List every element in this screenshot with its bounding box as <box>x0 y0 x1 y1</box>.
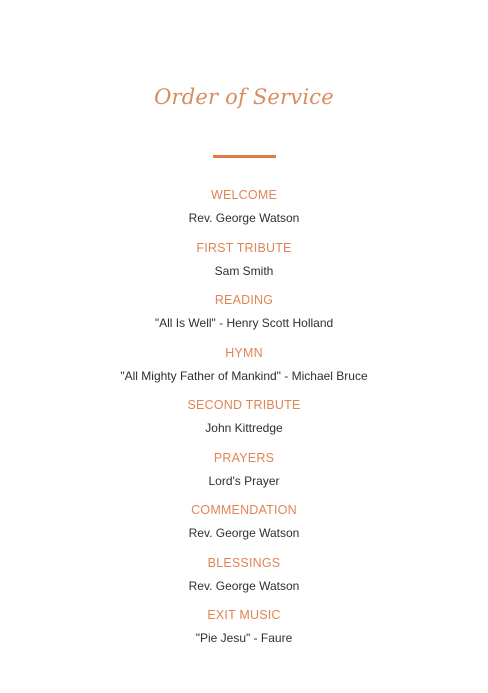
service-item-heading: COMMENDATION <box>191 503 297 517</box>
service-item-reading <box>0 290 488 343</box>
service-item-first-tribute <box>0 238 488 291</box>
service-item-heading: BLESSINGS <box>207 555 281 570</box>
service-item-detail: "All Is Well" - Henry Scott Holland <box>154 316 334 330</box>
service-item-blessings <box>0 553 488 606</box>
service-item-heading: PRAYERS <box>213 450 275 465</box>
service-item-detail: "Pie Jesu" - Faure <box>195 631 293 645</box>
service-item-welcome <box>0 185 488 238</box>
service-item-heading: HYMN <box>225 345 263 360</box>
service-item-detail: Rev. George Watson <box>188 526 300 540</box>
service-items-list <box>0 185 488 658</box>
service-item-detail: "All Mighty Father of Mankind" - Michael Bruce <box>120 368 368 383</box>
service-item-detail: Lord's Prayer <box>208 473 280 488</box>
service-item-exit-music <box>0 605 488 658</box>
service-item-heading: WELCOME <box>211 188 277 202</box>
service-item-detail: Rev. George Watson <box>188 578 300 593</box>
service-item-heading: EXIT MUSIC <box>207 608 281 622</box>
page-title: Order of Service <box>154 85 334 109</box>
service-item-detail: Rev. George Watson <box>188 211 300 225</box>
service-item-hymn <box>0 343 488 396</box>
service-item-heading: READING <box>214 293 274 307</box>
service-item-detail: John Kittredge <box>205 421 283 435</box>
service-item-heading: FIRST TRIBUTE <box>196 240 292 255</box>
title-divider <box>213 155 276 158</box>
service-item-second-tribute <box>0 395 488 448</box>
service-item-prayers <box>0 448 488 501</box>
service-item-detail: Sam Smith <box>214 263 274 278</box>
service-item-commendation <box>0 500 488 553</box>
service-item-heading: SECOND TRIBUTE <box>187 398 301 412</box>
